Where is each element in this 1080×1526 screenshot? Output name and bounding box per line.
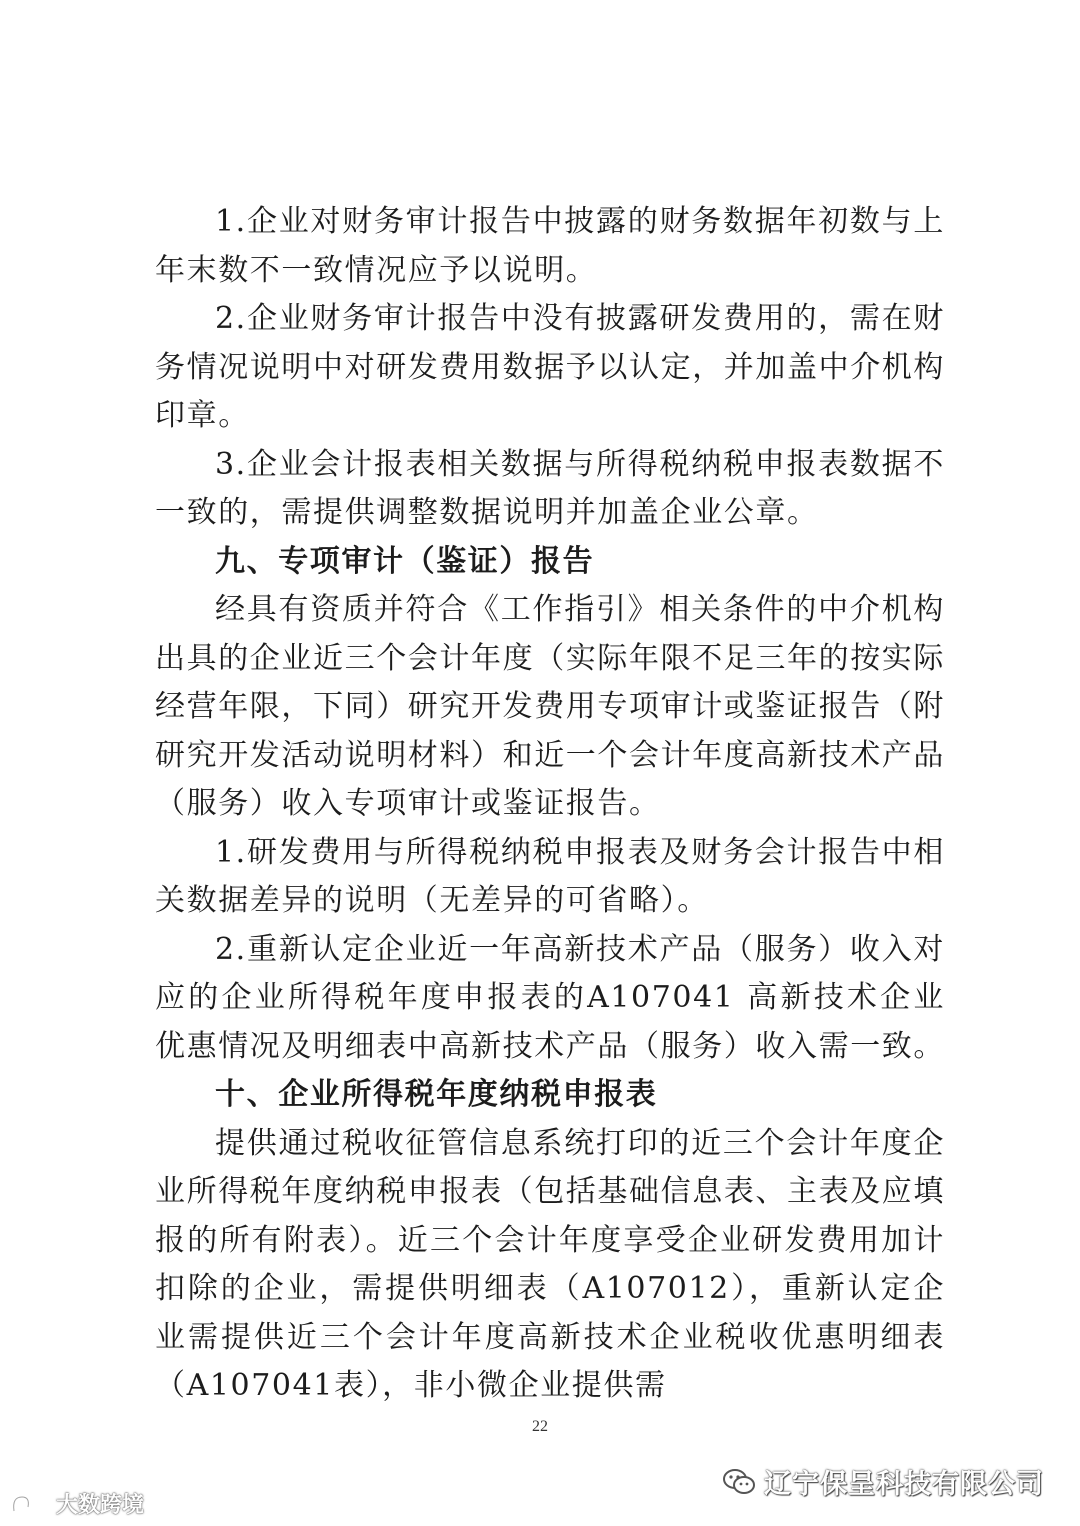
- logo-icon: [10, 1491, 50, 1517]
- watermark-wechat: [722, 1462, 1044, 1501]
- paragraph-6: 2.重新认定企业近一年高新技术产品（服务）收入对应的企业所得税年度申报表的A107041 高新技术企业优惠情况及明细表中高新技术产品（服务）收入需一致。: [155, 931, 945, 1064]
- section-heading-9: 九、专项审计（鉴证）报告: [215, 543, 595, 579]
- watermark-left-text: 大数跨境: [56, 1493, 145, 1518]
- watermark-brand: [10, 1488, 144, 1519]
- watermark-right-text: 辽宁保呈科技有限公司: [764, 1469, 1044, 1500]
- document-body: [155, 198, 945, 1411]
- paragraph-2: 2.企业财务审计报告中没有披露研发费用的，需在财务情况说明中对研发费用数据予以认定，并加盖中介机构印章。: [155, 301, 945, 433]
- wechat-icon: [722, 1467, 756, 1497]
- paragraph-5: 1.研发费用与所得税纳税申报表及财务会计报告中相关数据差异的说明（无差异的可省略）。: [155, 834, 945, 918]
- section-heading-10: 十、企业所得税年度纳税申报表: [215, 1077, 658, 1112]
- paragraph-7: 提供通过税收征管信息系统打印的近三个会计年度企业所得税年度纳税申报表（包括基础信息表、主表及应填报的所有附表）。近三个会计年度享受企业研发费用加计扣除的企业，需提供明细表（A107012），重新认定企业需提供近三个会计年度高新技术企业税收优惠明细表（A107041表），非小微企业提供需: [155, 1125, 945, 1403]
- paragraph-1: 1.企业对财务审计报告中披露的财务数据年初数与上年末数不一致情况应予以说明。: [155, 204, 945, 288]
- page-number: 22: [532, 1418, 548, 1435]
- paragraph-4: 经具有资质并符合《工作指引》相关条件的中介机构出具的企业近三个会计年度（实际年限不足三年的按实际经营年限，下同）研究开发费用专项审计或鉴证报告（附研究开发活动说明材料）和近一个会计年度高新技术产品（服务）收入专项审计或鉴证报告。: [155, 592, 945, 821]
- paragraph-3: 3.企业会计报表相关数据与所得税纳税申报表数据不一致的，需提供调整数据说明并加盖企业公章。: [155, 446, 945, 530]
